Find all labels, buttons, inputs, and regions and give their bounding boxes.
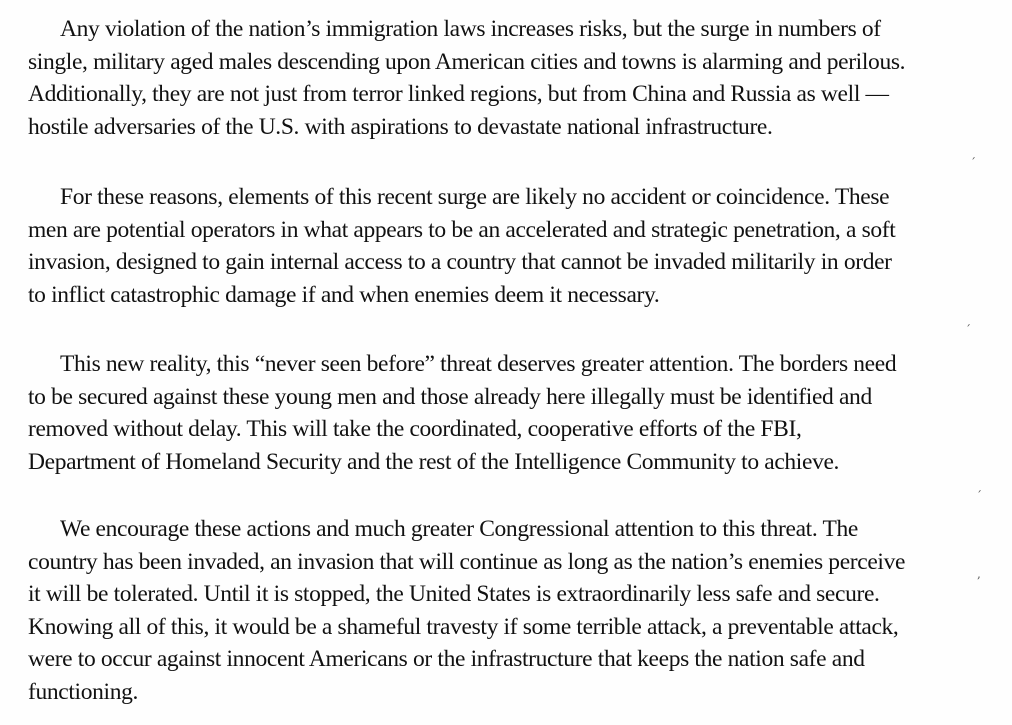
paragraph-2: [28, 181, 988, 311]
paragraph-line: men are potential operators in what appears to be an accelerated and strategic penetration, a soft: [28, 216, 896, 243]
paragraph-line: invasion, designed to gain internal access to a country that cannot be invaded militarily in order: [28, 249, 892, 275]
paragraph-line: it will be tolerated. Until it is stopped, the United States is extraordinarily less safe and secure.: [28, 581, 880, 607]
paragraph-line: This new reality, this “never seen before” threat deserves greater attention. The borders need: [60, 351, 897, 377]
paragraph-4: [28, 513, 988, 708]
paragraph-line: to be secured against these young men and those already here illegally must be identified and: [28, 383, 872, 410]
paragraph-line: We encourage these actions and much greater Congressional attention to this threat. The: [60, 516, 858, 542]
paragraph-line: Additionally, they are not just from terror linked regions, but from China and Russia as well —: [28, 81, 889, 107]
paragraph-line: Any violation of the nation’s immigration laws increases risks, but the surge in numbers of: [60, 16, 881, 42]
paragraph-line: single, military aged males descending upon American cities and towns is alarming and perilous.: [28, 48, 906, 75]
paragraph-line: Knowing all of this, it would be a shameful travesty if some terrible attack, a preventable attack,: [28, 613, 899, 640]
paragraph-line: to inflict catastrophic damage if and when enemies deem it necessary.: [28, 281, 660, 308]
stray-pen-mark: ´: [976, 489, 982, 503]
paragraph-3: [28, 348, 988, 478]
paragraph-line: hostile adversaries of the U.S. with aspirations to devastate national infrastructure.: [28, 113, 773, 140]
paragraph-line: functioning.: [28, 678, 139, 705]
paragraph-line: removed without delay. This will take the coordinated, cooperative efforts of the FBI,: [28, 416, 802, 442]
paragraph-line: Department of Homeland Security and the rest of the Intelligence Community to achieve.: [28, 448, 840, 475]
stray-pen-mark: ´: [970, 156, 976, 170]
paragraph-1: [28, 13, 988, 143]
paragraph-line: For these reasons, elements of this recent surge are likely no accident or coincidence. These: [60, 184, 890, 210]
stray-pen-mark: ,: [977, 567, 981, 581]
paragraph-line: country has been invaded, an invasion that will continue as long as the nation’s enemies perceive: [28, 548, 906, 575]
stray-pen-mark: ´: [965, 323, 971, 337]
paragraph-line: were to occur against innocent Americans or the infrastructure that keeps the nation safe and: [28, 646, 865, 672]
